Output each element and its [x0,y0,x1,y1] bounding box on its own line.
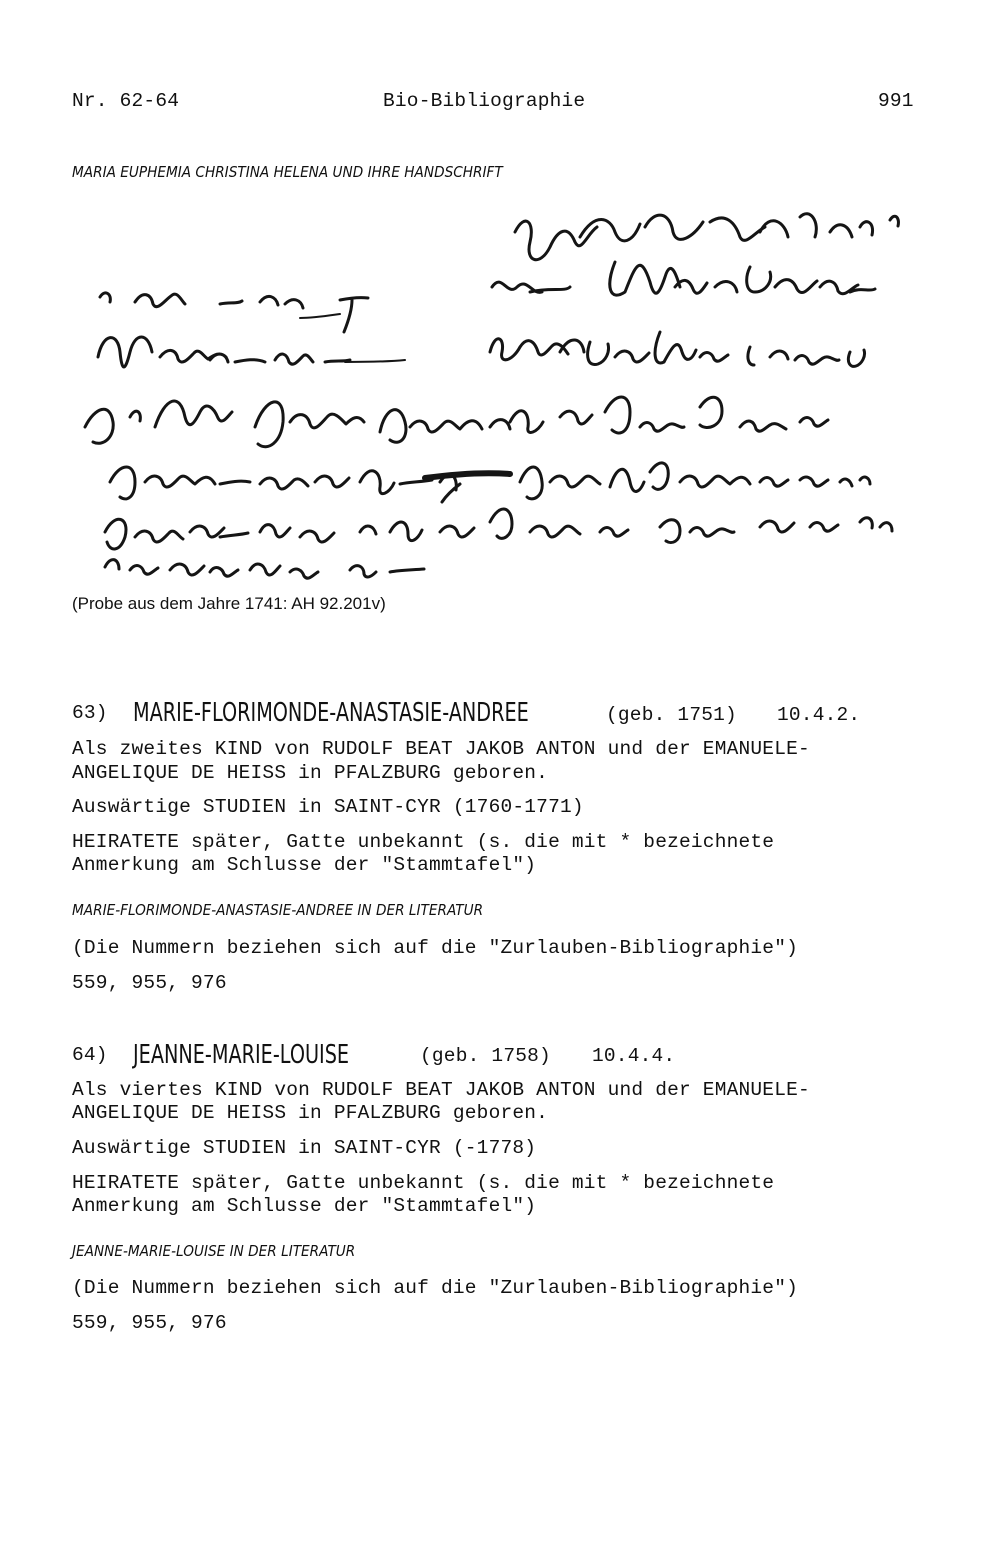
entry-marriage-line: HEIRATETE später, Gatte unbekannt (s. die mit * bezeichnete [72,1172,775,1194]
entry-number: 63) [72,702,108,724]
literature-title: MARIE-FLORIMONDE-ANASTASIE-ANDREE IN DER LITERATUR [72,901,484,919]
handwriting-image [60,192,920,582]
entry-name: MARIE-FLORIMONDE-ANASTASIE-ANDREE [133,698,529,728]
entry-description-line: Als zweites KIND von RUDOLF BEAT JAKOB ANTON und der EMANUELE- [72,738,810,760]
entry-number: 64) [72,1044,108,1066]
literature-note: (Die Nummern beziehen sich auf die "Zurlauben-Bibliographie") [72,937,799,959]
header-center: Bio-Bibliographie [383,90,586,112]
entry-name: JEANNE-MARIE-LOUISE [133,1040,350,1070]
literature-numbers: 559, 955, 976 [72,1312,227,1334]
entry-studies: Auswärtige STUDIEN in SAINT-CYR (1760-1771) [72,796,584,818]
entry-birth-year: (geb. 1751) [606,704,737,726]
entry-marriage-line: HEIRATETE später, Gatte unbekannt (s. die mit * bezeichnete [72,831,775,853]
literature-numbers: 559, 955, 976 [72,972,227,994]
header-left: Nr. 62-64 [72,90,180,112]
entry-marriage-line: Anmerkung am Schlusse der "Stammtafel") [72,854,537,876]
entry-description-line: ANGELIQUE DE HEISS in PFALZBURG geboren. [72,1102,549,1124]
page-number: 991 [878,90,914,112]
section-title: MARIA EUPHEMIA CHRISTINA HELENA UND IHRE HANDSCHRIFT [72,163,503,181]
entry-code: 10.4.4. [592,1045,676,1067]
entry-studies: Auswärtige STUDIEN in SAINT-CYR (-1778) [72,1137,537,1159]
entry-description-line: ANGELIQUE DE HEISS in PFALZBURG geboren. [72,762,549,784]
entry-description-line: Als viertes KIND von RUDOLF BEAT JAKOB ANTON und der EMANUELE- [72,1079,810,1101]
entry-code: 10.4.2. [777,704,861,726]
literature-note: (Die Nummern beziehen sich auf die "Zurlauben-Bibliographie") [72,1277,799,1299]
entry-marriage-line: Anmerkung am Schlusse der "Stammtafel") [72,1195,537,1217]
entry-birth-year: (geb. 1758) [420,1045,551,1067]
literature-title: JEANNE-MARIE-LOUISE IN DER LITERATUR [72,1242,356,1260]
image-caption: (Probe aus dem Jahre 1741: AH 92.201v) [72,594,386,613]
